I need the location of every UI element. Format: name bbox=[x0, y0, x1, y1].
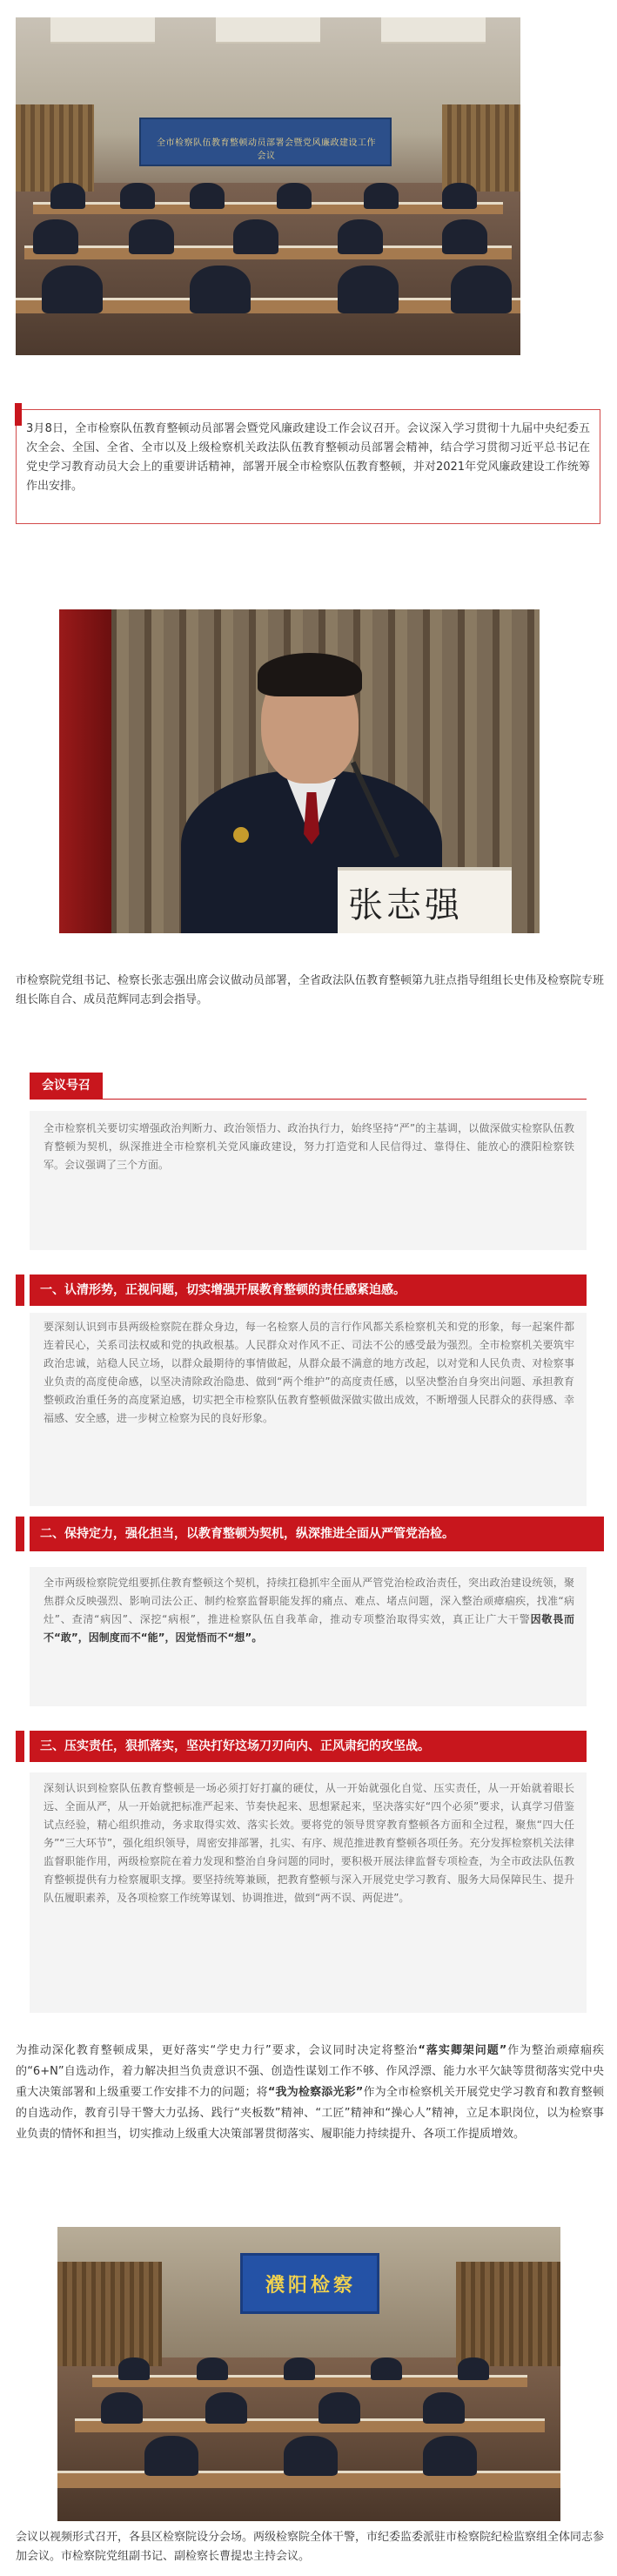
closing-highlight-2: “我为检察添光彩” bbox=[267, 2086, 364, 2099]
attendee bbox=[205, 2392, 247, 2424]
intro-text: 3月8日，全市检察队伍教育整顿动员部署会暨党风廉政建设工作会议召开。会议深入学习贯彻十九届中央纪委五次全会、全国、全省、全市以及上级检察机关政法队伍教育整顿动员部署会精神，结合学习贯彻习近平总书记在党史学习教育动员大会上的重要讲话精神，部署开展全市检察队伍教育整顿，并对2021年党风廉政建设工作统筹作出安排。 bbox=[26, 422, 590, 493]
conference-caption: 会议以视频形式召开，各县区检察院设分会场。两级检察院全体干警，市纪委监委派驻市检察院纪检监察组全体同志参加会议。市检察院党组副书记、副检察长曹提忠主持会议。 bbox=[16, 2531, 605, 2563]
closing-text-1: 为推动深化教育整顿成果，更好落实“学史力行”要求，会议同时决定将整治 bbox=[16, 2044, 419, 2057]
attendee bbox=[451, 266, 512, 313]
attendee bbox=[101, 2392, 143, 2424]
attendee bbox=[233, 219, 278, 254]
section-2-body bbox=[44, 1574, 574, 1647]
attendee bbox=[120, 183, 155, 209]
flag bbox=[59, 609, 111, 933]
attendee bbox=[338, 219, 383, 254]
section-3-body: 深刻认识到检察队伍教育整顿是一场必须打好打赢的硬仗，从一开始就强化自觉、压实责任，从一开始就着眼长远、全面从严，从一开始就把标准严起来、节奏快起来、思想紧起来，坚决落实好“四个必须”要求，认真学习借鉴试点经验，精心组织推动，务求取得实效、落实长效。要将党的领导贯穿教育整顿各方面和全过程，聚焦“四大任务”“三大环节”，强化组织领导，周密安排部署，扎实、有序、规范推进教育整顿各项任务。充分发挥检察机关法律监督职能作用，两级检察院在着力发现和整治自身问题的同时，要积极开展法律监督专项检查，为全市政法队伍教育整顿提供有力检察履职支撑。要坚持统筹兼顾，把教育整顿与深入开展党史学习教育、服务大局保障民生、提升队伍履职素养，及各项检察工作统筹谋划、协调推进，做到“两不误、两促进”。 bbox=[44, 1782, 574, 1904]
section-edge bbox=[16, 1731, 24, 1762]
closing-paragraph bbox=[16, 2041, 604, 2145]
section-1-heading: 一、认清形势，正视问题，切实增强开展教育整顿的责任感紧迫感。 bbox=[30, 1275, 587, 1306]
attendee bbox=[423, 2392, 465, 2424]
desk-row bbox=[33, 202, 503, 214]
attendee bbox=[284, 2436, 338, 2476]
attendee bbox=[338, 266, 399, 313]
ceiling-light bbox=[216, 17, 320, 44]
section-3-heading: 三、压实责任，狠抓落实，坚决打好这场刀刃向内、正风肃纪的攻坚战。 bbox=[30, 1731, 587, 1762]
attendee bbox=[50, 183, 85, 209]
attendee bbox=[371, 2357, 402, 2380]
attendee bbox=[284, 2357, 315, 2380]
attendee bbox=[458, 2357, 489, 2380]
attendee bbox=[442, 219, 487, 254]
attendee bbox=[319, 2392, 360, 2424]
curtain bbox=[16, 104, 94, 192]
speaker-badge bbox=[233, 827, 249, 843]
display-screen-text: 濮阳检察 bbox=[265, 2275, 356, 2297]
section-2-body-bold: 因敬畏而不“敢”，因制度而不“能”，因觉悟而不“想”。 bbox=[44, 1613, 574, 1644]
attendee bbox=[423, 2436, 477, 2476]
closing-highlight-1: “落实卿架问题” bbox=[418, 2044, 507, 2057]
desk-row bbox=[75, 2418, 545, 2432]
section-edge bbox=[16, 1275, 24, 1306]
attendee bbox=[118, 2357, 150, 2380]
speaker-hair bbox=[258, 653, 362, 696]
speaker-caption: 市检察院党组书记、检察长张志强出席会议做动员部署，全省政法队伍教育整顿第九驻点指导组组长史伟及检察院专班组长陈自合、成员范辉同志到会指导。 bbox=[16, 974, 605, 1006]
curtain bbox=[57, 2262, 162, 2366]
meeting-hall-photo bbox=[16, 17, 520, 355]
section-edge bbox=[16, 1517, 24, 1551]
video-conference-photo bbox=[57, 2227, 560, 2521]
attendee bbox=[190, 266, 251, 313]
meeting-call-title: 会议号召 bbox=[30, 1073, 103, 1099]
ceiling-light bbox=[381, 17, 486, 44]
attendee bbox=[364, 183, 399, 209]
attendee bbox=[33, 219, 78, 254]
stage-banner-text: 全市检察队伍教育整顿动员部署会暨党风廉政建设工作会议 bbox=[157, 138, 376, 161]
attendee bbox=[144, 2436, 198, 2476]
curtain bbox=[456, 2262, 560, 2366]
attendee bbox=[190, 183, 225, 209]
attendee bbox=[129, 219, 174, 254]
section-2-body-plain: 全市两级检察院党组要抓住教育整顿这个契机，持续扛稳抓牢全面从严管党治检政治责任，突出政治建设统领，聚焦群众反映强烈、影响司法公正、制约检察监督职能发挥的痛点、难点、堵点问题，深入整治顽瘴痼疾，找准“病灶”、查清“病因”、深挖“病根”，推进检察队伍自我革命，推动专项整治取得实效，真正让广大干警 bbox=[44, 1577, 574, 1625]
closing-text-3: 作为全市检察机关开展党史学习教育和教育整顿的自选动作，教育引导干警大力弘扬、践行“夹板数”精神、“工匠”精神和“操心人”精神，立足本职岗位，以为检察事业负责的情怀和担当，切实推动上级重大决策部署贯彻落实、履职能力持续提升、各项工作提质增效。 bbox=[16, 2086, 604, 2141]
attendee bbox=[42, 266, 103, 313]
ceiling-light bbox=[50, 17, 155, 44]
attendee bbox=[277, 183, 312, 209]
meeting-call-text: 全市检察机关要切实增强政治判断力、政治领悟力、政治执行力，始终坚持“严”的主基调，以做深做实检察队伍教育整顿为契机，纵深推进全市检察机关党风廉政建设，努力打造党和人民信得过、靠得住、能放心的濮阳检察铁军。会议强调了三个方面。 bbox=[44, 1122, 574, 1171]
speaker-photo bbox=[59, 609, 540, 933]
attendee bbox=[197, 2357, 228, 2380]
section-1-body: 要深刻认识到市县两级检察院在群众身边，每一名检察人员的言行作风都关系检察机关和党的形象，每一起案件都连着民心，关系司法权威和党的执政根基。人民群众对作风不正、司法不公的感受最为强烈。全市检察机关要筑牢政治忠诚，站稳人民立场，以群众最期待的事情做起，从群众最不满意的地方改起，以对党和人民负责、对检察事业负责的高度使命感，以坚决清除政治隐患、做到“两个维护”的高度责任感，以坚决整治自身突出问题、承担教育整顿政治重任务的高度紧迫感，切实把全市检察队伍教育整顿做深做实做出成效，不断增强人民群众的获得感、幸福感、安全感，进一步树立检察为民的良好形象。 bbox=[44, 1321, 574, 1424]
divider bbox=[30, 1099, 587, 1100]
section-2-heading: 二、保持定力，强化担当，以教育整顿为契机，纵深推进全面从严管党治检。 bbox=[30, 1517, 604, 1551]
attendee bbox=[442, 183, 477, 209]
curtain bbox=[442, 104, 520, 192]
intro-box-accent bbox=[15, 403, 22, 426]
closing-text-2: 作为整治顽瘴痼疾的“6+N”自选动作，着力解决担当负责意识不强、创造性谋划工作不够、作风浮漂、能力水平欠缺等贯彻落实党中央重大决策部署和上级重要工作安排不力的问题；将 bbox=[16, 2044, 604, 2099]
nameplate-text: 张志强 bbox=[348, 885, 463, 925]
